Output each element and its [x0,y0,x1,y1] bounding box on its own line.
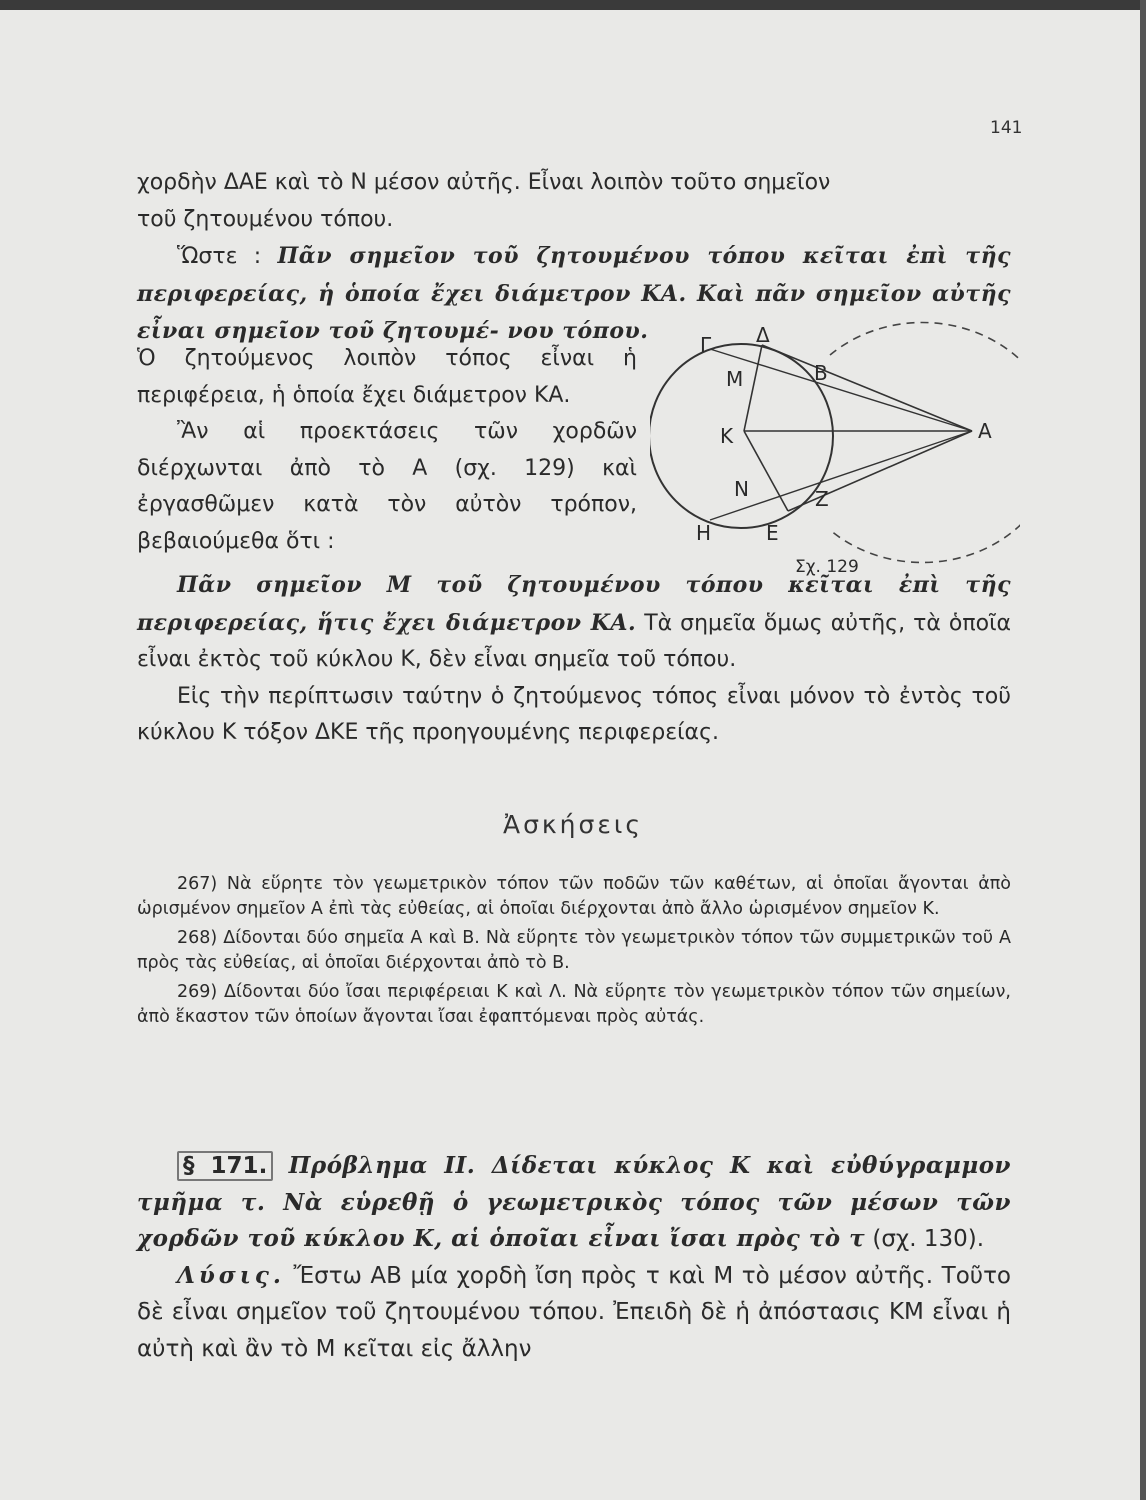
line-d-a [762,345,972,431]
pan-rest: Τὰ σημεῖα ὅμως αὐτῆς, τὰ ὁποῖα εἶναι ἐκτὸς τοῦ κύκλου Κ, δὲν εἶναι σημεῖα τοῦ τόπου. [137,610,1012,672]
label-eta: Η [696,521,712,545]
label-beta: Β [814,361,828,385]
wste-italic: Πᾶν σημεῖον τοῦ ζητουμένου τόπου κεῖται ἐπὶ τῆς περιφερείας, ἡ ὁποία ἔχει διάμετρον ΚΑ. Καὶ πᾶν σημεῖον αὐτῆς εἶναι σημεῖον τοῦ ζητουμέ- νου τόπου. [137,243,1012,344]
text-beside-figure [137,341,637,560]
line-d-k [744,345,762,431]
label-zeta: Ζ [815,487,829,511]
wste-rest: Ὁ ζητούμενος λοιπὸν τόπος εἶναι ἡ περιφέρεια, ἡ ὁποία ἔχει διάμετρον ΚΑ. [137,346,637,408]
eis-paragraph: Εἰς τὴν περίπτωσιν ταύτην ὁ ζητούμενος τόπος εἶναι μόνον τὸ ἐντὸς τοῦ κύκλου Κ τόξον ΔΚΕ τῆς προηγουμένης περιφερείας. [137,683,1011,745]
figure-caption: Σχ. 129 [795,557,859,577]
section-heading [137,1148,1011,1258]
page-number: 141 [990,118,1023,138]
line-h-a [710,431,972,520]
section-number: § 171. [177,1151,273,1181]
lysis-label: Λύσις. [177,1261,285,1289]
lysis-paragraph [137,1258,1011,1368]
para-line-1: χορδὴν ΔΑΕ καὶ τὸ Ν μέσον αὐτῆς. Εἶναι λοιπὸν τοῦτο σημεῖον [137,170,831,195]
line-k-e [744,431,788,511]
label-alpha: Α [978,419,992,443]
figure-129-svg [650,300,1020,590]
label-epsilon: Ε [766,521,779,545]
label-delta: Δ [756,323,770,347]
section-171 [137,1148,1011,1367]
exercises-title: Ἀσκήσεις [502,810,643,839]
pan-paragraph [137,567,1011,752]
lysis-text: Ἔστω ΑΒ μία χορδὴ ἴση πρὸς τ καὶ Μ τὸ μέσον αὐτῆς. Τοῦτο δὲ εἶναι σημεῖον τοῦ ζητουμένου τόπου. Ἐπειδὴ δὲ ἡ ἀπόστασις ΚΜ εἶναι ἡ αὐτὴ καὶ ἂν τὸ Μ κεῖται εἰς ἄλλην [137,1262,1011,1362]
para-line-2: τοῦ ζητουμένου τόπου. [137,206,394,232]
scan-right-edge [1140,0,1146,1500]
label-kappa: Κ [720,424,734,448]
wste-label: Ὥστε : [177,244,262,269]
scan-top-edge [0,0,1146,10]
figure-129 [650,300,1020,590]
exercises-list [137,872,1011,1030]
label-nu: Ν [734,477,749,501]
label-mu: Μ [726,367,744,391]
line-g-a [710,349,972,431]
pan-italic: Πᾶν σημεῖον Μ τοῦ ζητουμένου τόπου κεῖται ἐπὶ τῆς περιφερείας, ἥτις ἔχει διάμετρον ΚΑ. [137,572,1011,636]
section-ref: (σχ. 130). [872,1226,985,1252]
an-paragraph: Ἂν αἱ προεκτάσεις τῶν χορδῶν διέρχωνται ἀπὸ τὸ Α (σχ. 129) καὶ ἐργασθῶμεν κατὰ τὸν αὐτὸν τρόπον, βεβαιούμεθα ὅτι : [137,419,637,554]
exercise-item: 267) Νὰ εὕρητε τὸν γεωμετρικὸν τόπον τῶν ποδῶν τῶν καθέτων, αἱ ὁποῖαι ἄγονται ἀπὸ ὡρισμένον σημεῖον Α ἐπὶ τὰς εὐθείας, αἱ ὁποῖαι διέρχονται ἀπὸ ἄλλο ὡρισμένον σημεῖον Κ. [137,874,1011,919]
label-gamma: Γ [700,333,712,357]
exercise-item: 269) Δίδονται δύο ἴσαι περιφέρειαι Κ καὶ Λ. Νὰ εὕρητε τὸν γεωμετρικὸν τόπον τῶν σημείων, ἀπὸ ἕκαστον τῶν ὁποίων ἄγονται ἴσαι ἐφαπτόμεναι πρὸς αὐτάς. [137,982,1011,1027]
exercise-item: 268) Δίδονται δύο σημεῖα Α καὶ Β. Νὰ εὕρητε τὸν γεωμετρικὸν τόπον τῶν συμμετρικῶν τοῦ Α πρὸς τὰς εὐθείας, αἱ ὁποῖαι διέρχονται ἀπὸ τὸ Β. [137,928,1011,973]
section-italic: Πρόβλημα ΙΙ. Δίδεται κύκλος Κ καὶ εὐθύγραμμον τμῆμα τ. Νὰ εὑρεθῇ ὁ γεωμετρικὸς τόπος τῶν μέσων τῶν χορδῶν τοῦ κύκλου Κ, αἱ ὁποῖαι εἶναι ἴσαι πρὸς τὸ τ [137,1152,1011,1252]
